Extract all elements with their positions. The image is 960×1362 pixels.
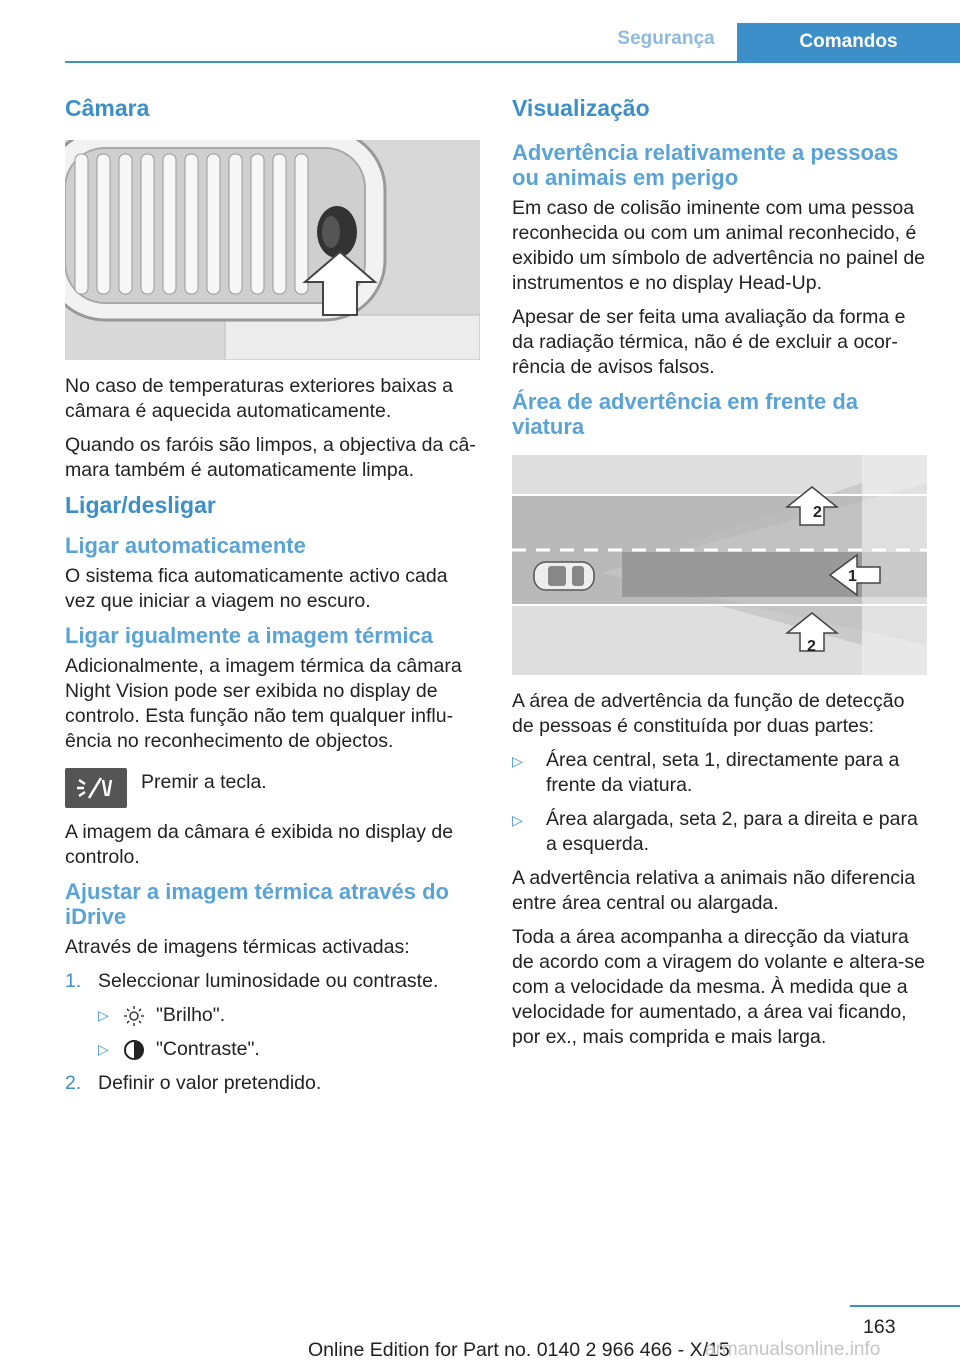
contrast-label: "Contraste". — [156, 1038, 260, 1060]
triangle-bullet-icon: ▷ — [512, 812, 523, 828]
thermal-paragraph: Adicionalmente, a imagem térmica da câmara Night Vision pode ser exibida no display de controlo. Esta função não tem qualquer influência no reconhecimento de objectos. — [65, 655, 462, 752]
footer-rule — [850, 1305, 960, 1307]
area-paragraph-3: Toda a área acompanha a direcção da viatura de acordo com a viragem do volante e altera-se com a velocidade da mesma. À medida que a velocidade for aumentado, a área vai ficando, por ex., mais comprida e mais larga. — [512, 926, 925, 1048]
left-column — [65, 95, 480, 1105]
list-item — [98, 1003, 480, 1028]
onoff-title: Ligar/desligar — [65, 492, 216, 518]
list-item — [512, 807, 927, 857]
edition-note: Online Edition for Part no. 0140 2 966 466 - X/15 — [308, 1339, 730, 1361]
car-top-view — [534, 562, 594, 590]
step-number: 1. — [65, 970, 82, 992]
diagram-label-1: 1 — [848, 568, 857, 585]
auto-title: Ligar automaticamente — [65, 533, 306, 558]
warning-area-diagram — [512, 455, 927, 675]
header-tab-section: Segurança — [617, 28, 715, 49]
warning-title: Advertência relativamente a pessoas ou animais em perigo — [512, 140, 899, 190]
list-item — [65, 969, 480, 994]
camera-paragraph-2: Quando os faróis são limpos, a objectiva da câmara também é automaticamente limpa. — [65, 434, 476, 481]
area-paragraph-2: A advertência relativa a animais não diferencia entre área central ou alargada. — [512, 867, 916, 914]
page-number: 163 — [863, 1316, 896, 1338]
display-title: Visualização — [512, 95, 650, 121]
list-item — [512, 748, 927, 798]
area-bullets — [512, 748, 927, 857]
brightness-label: "Brilho". — [156, 1004, 226, 1026]
night-vision-button-icon — [65, 768, 127, 808]
diagram-label-2-top: 2 — [813, 504, 822, 521]
bullet-text: Área alargada, seta 2, para a direita e para a esquerda. — [546, 808, 918, 855]
camera-grille-illustration — [65, 140, 480, 360]
list-item — [65, 1071, 480, 1096]
thermal-title: Ligar igualmente a imagem térmica — [65, 623, 434, 648]
step-text: Definir o valor pretendido. — [98, 1072, 322, 1094]
watermark: armanualsonline.info — [705, 1339, 881, 1360]
brightness-sun-icon — [122, 1004, 146, 1028]
step-sublist — [98, 1003, 480, 1062]
header-rule — [65, 61, 960, 63]
kidney-grille-drawing — [65, 140, 480, 360]
bullet-text: Área central, seta 1, directamente para a frente da viatura. — [546, 749, 900, 796]
key-instruction: Premir a tecla. — [141, 771, 267, 793]
right-column — [512, 95, 927, 1059]
contrast-icon — [122, 1038, 146, 1062]
adjust-title: Ajustar a imagem térmica através do iDrive — [65, 879, 449, 929]
header-tab-chapter: Comandos — [737, 23, 960, 61]
auto-paragraph: O sistema fica automaticamente activo cada vez que iniciar a viagem no escuro. — [65, 565, 448, 612]
adjust-paragraph: Através de imagens térmicas activadas: — [65, 936, 410, 958]
step-number: 2. — [65, 1072, 82, 1094]
diagram-label-2-bottom: 2 — [807, 638, 816, 655]
list-item — [98, 1037, 480, 1062]
adjust-steps — [65, 969, 480, 1096]
warning-paragraph-1: Em caso de colisão iminente com uma pessoa reconhecida ou com um animal reconhecido, é exibido um símbolo de advertência no painel de instrumentos e no display Head-Up. — [512, 197, 926, 294]
area-paragraph-1: A área de advertência da função de detecção de pessoas é constituída por duas partes: — [512, 690, 905, 737]
warning-paragraph-2: Apesar de ser feita uma avaliação da forma e da radiação térmica, não é de excluir a ocorrência de avisos falsos. — [512, 306, 906, 378]
triangle-bullet-icon: ▷ — [98, 1007, 109, 1023]
area-title: Área de advertência em frente da viatura — [512, 389, 859, 439]
step-text: Seleccionar luminosidade ou contraste. — [98, 970, 439, 992]
triangle-bullet-icon: ▷ — [98, 1041, 109, 1057]
camera-paragraph-1: No caso de temperaturas exteriores baixas a câmara é aquecida automaticamente. — [65, 375, 454, 422]
thermal-paragraph-2: A imagem da câmara é exibida no display de controlo. — [65, 821, 454, 868]
warning-zone-drawing — [512, 455, 927, 675]
camera-title: Câmara — [65, 95, 150, 121]
triangle-bullet-icon: ▷ — [512, 753, 523, 769]
night-vision-key-row — [65, 768, 480, 808]
